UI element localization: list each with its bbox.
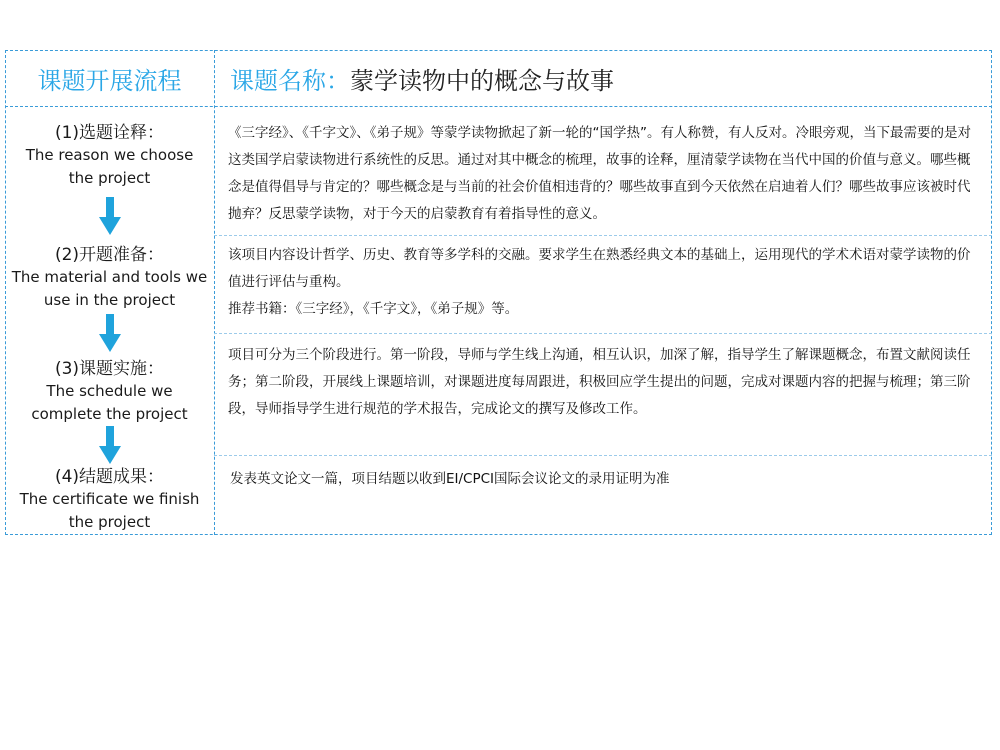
arrow-down-icon bbox=[99, 426, 121, 464]
recommended-books: 推荐书籍：《三字经》，《千字文》，《弟子规》等。 bbox=[228, 301, 519, 317]
project-name-label: 课题名称： bbox=[230, 66, 350, 95]
step-description: The certificate we finish the project bbox=[19, 490, 200, 531]
column-divider bbox=[214, 50, 215, 535]
step-description: The reason we choose the project bbox=[25, 146, 194, 187]
step-description: The schedule we complete the project bbox=[31, 382, 188, 423]
header-divider bbox=[5, 106, 992, 107]
step-implementation bbox=[5, 358, 214, 426]
section-text: 该项目内容设计哲学、历史、教育等多学科的交融。要求学生在熟悉经典文本的基础上，运用现代的学术术语对蒙学读物的价值进行评估与重构。 bbox=[228, 247, 971, 290]
row-divider-2 bbox=[214, 333, 992, 334]
step-title: (2)开题准备： bbox=[54, 245, 165, 265]
section-results bbox=[230, 466, 982, 493]
section-implementation bbox=[228, 342, 980, 423]
step-preparation bbox=[5, 244, 214, 312]
row-divider-1 bbox=[214, 235, 992, 236]
step-title: (1)选题诠释： bbox=[54, 123, 165, 143]
row-divider-3 bbox=[214, 455, 992, 456]
step-title: (3)课题实施： bbox=[54, 359, 165, 379]
section-text: 发表英文论文一篇，项目结题以收到EI/CPCI国际会议论文的录用证明为准 bbox=[230, 471, 670, 487]
project-name-heading bbox=[230, 50, 614, 106]
section-preparation bbox=[228, 242, 980, 323]
step-topic-explanation bbox=[5, 122, 214, 190]
process-heading: 课题开展流程 bbox=[37, 66, 182, 95]
section-topic-explanation bbox=[228, 120, 980, 228]
section-text: 项目可分为三个阶段进行。第一阶段，导师与学生线上沟通，相互认识，加深了解，指导学生了解课题概念，布置文献阅读任务；第二阶段，开展线上课题培训，对课题进度每周跟进，积极回应学生提出的问题，完成对课题内容的把握与梳理；第三阶段，导师指导学生进行规范的学术报告，完成论文的撰写及修改工作。 bbox=[228, 347, 971, 417]
step-title: (4)结题成果： bbox=[54, 467, 165, 487]
section-text: 《三字经》、《千字文》、《弟子规》等蒙学读物掀起了新一轮的“国学热”。有人称赞，有人反对。冷眼旁观，当下最需要的是对这类国学启蒙读物进行系统性的反思。通过对其中概念的梳理，故事的诠释，厘清蒙学读物在当代中国的价值与意义。哪些概念是值得倡导与肯定的？哪些概念是与当前的社会价值相违背的？哪些故事直到今天依然在启迪着人们？哪些故事应该被时代抛弃？反思蒙学读物，对于今天的启蒙教育有着指导性的意义。 bbox=[228, 125, 971, 222]
project-name-title: 蒙学读物中的概念与故事 bbox=[350, 66, 614, 95]
step-description: The material and tools we use in the project bbox=[11, 268, 208, 309]
arrow-down-icon bbox=[99, 314, 121, 352]
arrow-down-icon bbox=[99, 197, 121, 235]
step-results bbox=[5, 466, 214, 534]
